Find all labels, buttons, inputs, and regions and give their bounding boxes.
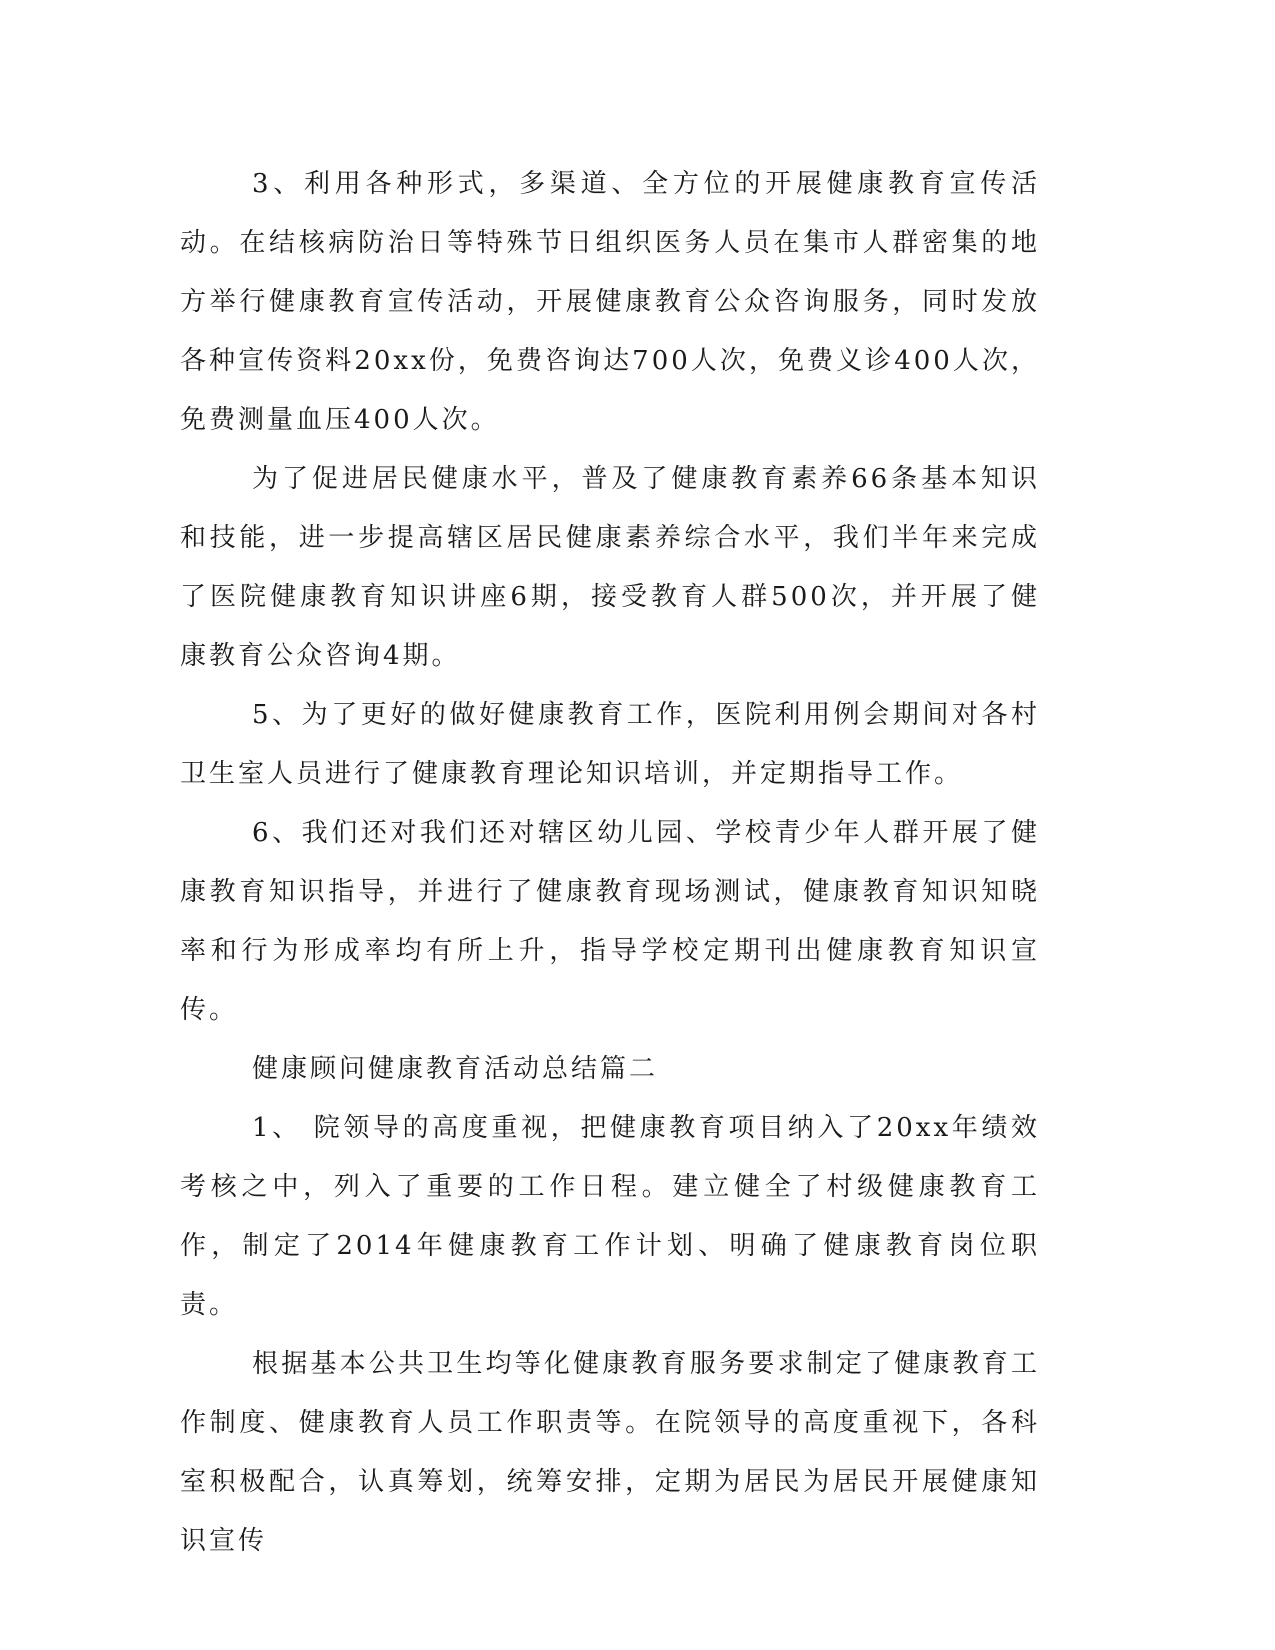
document-body — [180, 155, 1040, 1571]
paragraph-service-requirements: 根据基本公共卫生均等化健康教育服务要求制定了健康教育工作制度、健康教育人员工作职责等。在院领导的高度重视下，各科室积极配合，认真筹划，统筹安排，定期为居民为居民开展健康知识宣传 — [180, 1349, 1040, 1556]
section-heading: 健康顾问健康教育活动总结篇二 — [252, 1054, 659, 1084]
paragraph-leadership: 1、 院领导的高度重视，把健康教育项目纳入了20xx年绩效考核之中，列入了重要的工作日程。建立健全了村级健康教育工作，制定了2014年健康教育工作计划、明确了健康教育岗位职责。 — [180, 1113, 1040, 1320]
paragraph-clinic-training: 5、为了更好的做好健康教育工作，医院利用例会期间对各村卫生室人员进行了健康教育理论知识培训，并定期指导工作。 — [180, 700, 1040, 789]
paragraph-school-guidance: 6、我们还对我们还对辖区幼儿园、学校青少年人群开展了健康教育知识指导，并进行了健康教育现场测试，健康教育知识知晓率和行为形成率均有所上升，指导学校定期刊出健康教育知识宣传。 — [180, 818, 1040, 1025]
paragraph-health-campaign: 3、利用各种形式，多渠道、全方位的开展健康教育宣传活动。在结核病防治日等特殊节日组织医务人员在集市人群密集的地方举行健康教育宣传活动，开展健康教育公众咨询服务，同时发放各种宣传资料20xx份，免费咨询达700人次，免费义诊400人次，免费测量血压400人次。 — [180, 169, 1040, 435]
paragraph-health-literacy: 为了促进居民健康水平，普及了健康教育素养66条基本知识和技能，进一步提高辖区居民健康素养综合水平，我们半年来完成了医院健康教育知识讲座6期，接受教育人群500次，并开展了健康教育公众咨询4期。 — [180, 464, 1040, 671]
